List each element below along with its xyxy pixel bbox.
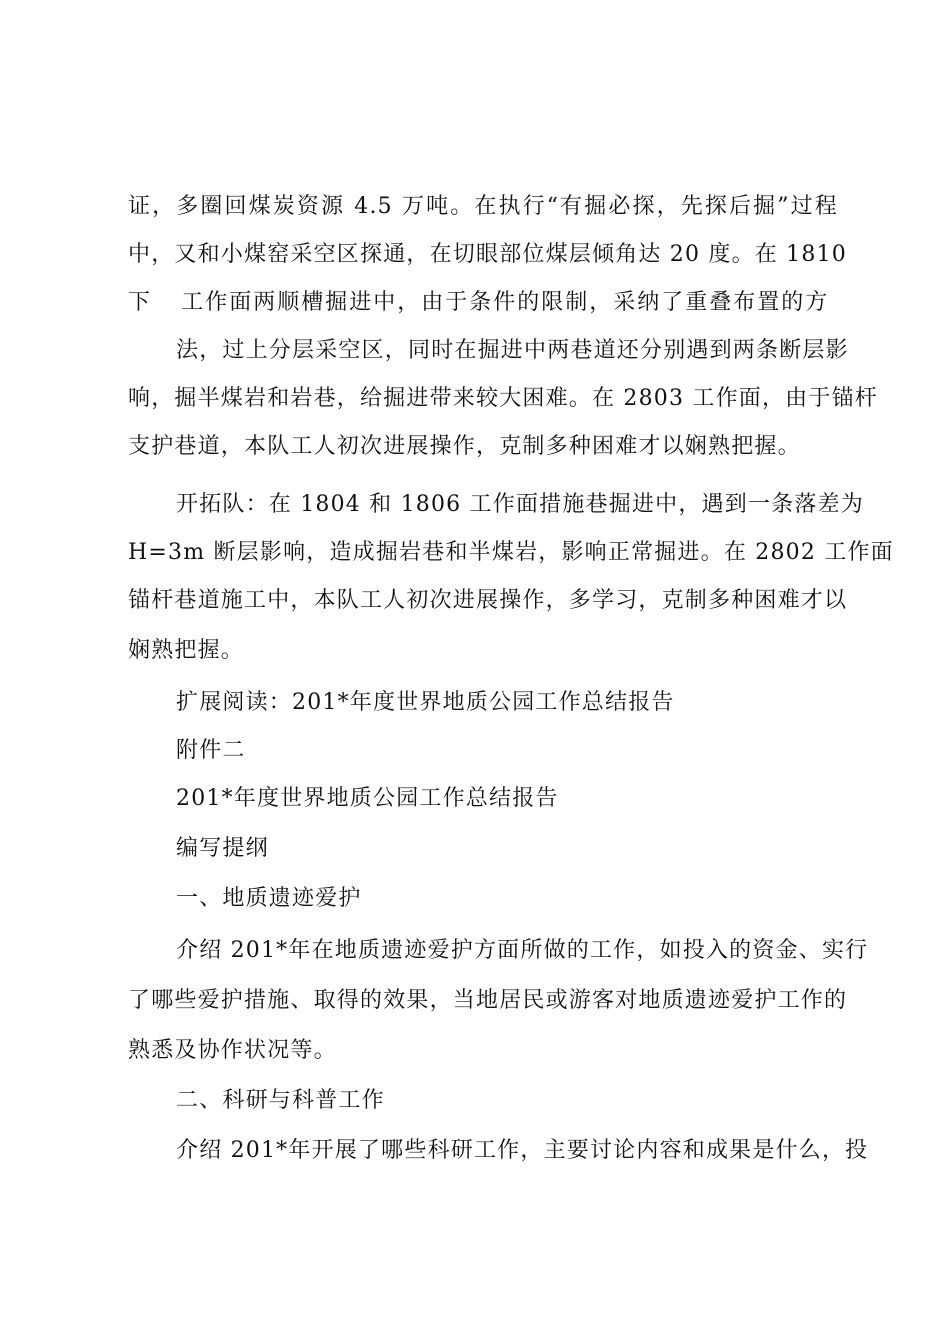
body-text-line [128, 288, 838, 318]
body-text-line: 响，掘半煤岩和岩巷，给掘进带来较大困难。在 2803 工作面，由于锚杆 [128, 386, 878, 411]
section-heading: 二、科研与科普工作 [176, 1088, 385, 1113]
body-text-line: 娴熟把握。 [128, 638, 245, 663]
body-text-line: 法，过上分层采空区，同时在掘进中两巷道还分别遇到两条断层影 [176, 338, 849, 363]
body-text-line: 介绍 201*年开展了哪些科研工作，主要讨论内容和成果是什么，投 [176, 1138, 869, 1163]
attachment-label: 附件二 [176, 738, 246, 763]
extended-reading-line: 扩展阅读：201*年度世界地质公园工作总结报告 [176, 690, 675, 715]
body-text-line: H=3m 断层影响，造成掘岩巷和半煤岩，影响正常掘进。在 2802 工作面 [128, 540, 894, 565]
body-text-line: 开拓队：在 1804 和 1806 工作面措施巷掘进中，遇到一条落差为 [176, 492, 864, 517]
report-title: 201*年度世界地质公园工作总结报告 [176, 786, 559, 811]
body-text-fragment: 工作面两顺槽掘进中，由于条件的限制，采纳了重叠布置的方 [181, 290, 830, 315]
body-text-line: 证，多圈回煤炭资源 4.5 万吨。在执行“有掘必探，先探后掘”过程 [128, 194, 838, 219]
body-text-line: 中，又和小煤窑采空区探通，在切眼部位煤层倾角达 20 度。在 1810 [128, 242, 847, 267]
body-text-fragment: 下 [128, 290, 152, 315]
body-text-line: 介绍 201*年在地质遗迹爱护方面所做的工作，如投入的资金、实行 [176, 938, 869, 963]
section-heading: 一、地质遗迹爱护 [176, 886, 362, 911]
body-text-line: 熟悉及协作状况等。 [128, 1038, 337, 1063]
body-text-line: 了哪些爱护措施、取得的效果，当地居民或游客对地质遗迹爱护工作的 [128, 988, 848, 1013]
outline-title: 编写提纲 [176, 836, 269, 861]
body-text-line: 支护巷道，本队工人初次进展操作，克制多种困难才以娴熟把握。 [128, 434, 801, 459]
body-text-line: 锚杆巷道施工中，本队工人初次进展操作，多学习，克制多种困难才以 [128, 588, 848, 613]
